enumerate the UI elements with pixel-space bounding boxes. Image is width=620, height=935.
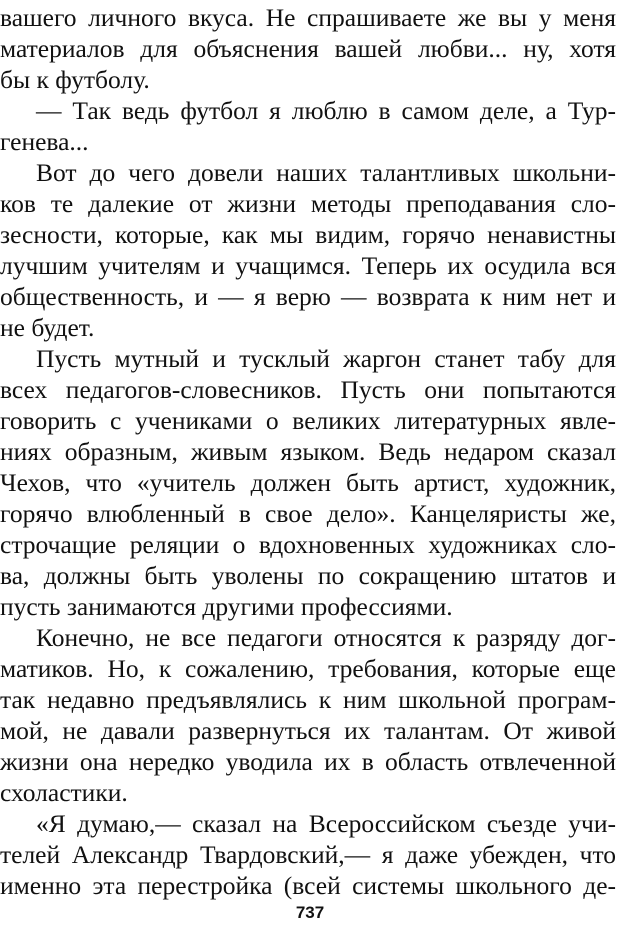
text-line: общественность, и — я верю — возврата к ним нет и	[0, 282, 616, 311]
text-line: ва, должны быть уволены по сокращению штатов и	[0, 561, 616, 590]
text-line: Пусть мутный и тусклый жаргон станет табу для	[36, 344, 616, 373]
text-line: телей Александр Твардовский,— я даже убежден, что	[0, 840, 616, 869]
text-line: лучшим учителям и учащимся. Теперь их осудила вся	[0, 251, 616, 280]
text-line: зесности, которые, как мы видим, горячо ненавистны	[0, 220, 616, 249]
text-line: строчащие реляции о вдохновенных художниках сло-	[0, 530, 616, 559]
text-line: бы к футболу.	[0, 65, 150, 94]
text-line: горячо влюбленный в свое дело». Канцеляристы же,	[0, 499, 616, 528]
text-line: матиков. Но, к сожалению, требования, которые еще	[0, 654, 616, 683]
text-line: мой, не давали развернуться их талантам. От живой	[0, 716, 616, 745]
text-line: материалов для объяснения вашей любви... ну, хотя	[0, 34, 616, 63]
text-line: генева...	[0, 127, 89, 156]
text-line: ков те далекие от жизни методы преподавания сло-	[0, 189, 616, 218]
text-line: схоластики.	[0, 778, 128, 807]
text-line: так недавно предъявлялись к ним школьной програм-	[0, 685, 616, 714]
text-line: «Я думаю,— сказал на Всероссийском съезде учи-	[36, 809, 616, 838]
text-line: вашего личного вкуса. Не спрашиваете же вы у меня	[0, 3, 616, 32]
text-line: ниях образным, живым языком. Ведь недаром сказал	[0, 437, 616, 466]
text-line: говорить с учениками о великих литературных явле-	[0, 406, 616, 435]
text-line: — Так ведь футбол я люблю в самом деле, а Тур-	[36, 96, 616, 125]
text-line: именно эта перестройка (всей системы школьного де-	[0, 871, 616, 900]
text-line: Вот до чего довели наших талантливых школьни-	[36, 158, 616, 187]
text-line: всех педагогов-словесников. Пусть они попытаются	[0, 375, 616, 404]
text-line: Чехов, что «учитель должен быть артист, художник,	[0, 468, 616, 497]
page-number: 737	[295, 903, 325, 922]
text-line: не будет.	[0, 313, 95, 342]
text-line: Конечно, не все педагоги относятся к разряду дог-	[36, 623, 616, 652]
text-line: пусть занимаются другими профессиями.	[0, 592, 453, 621]
text-line: жизни она нередко уводила их в область отвлеченной	[0, 747, 616, 776]
